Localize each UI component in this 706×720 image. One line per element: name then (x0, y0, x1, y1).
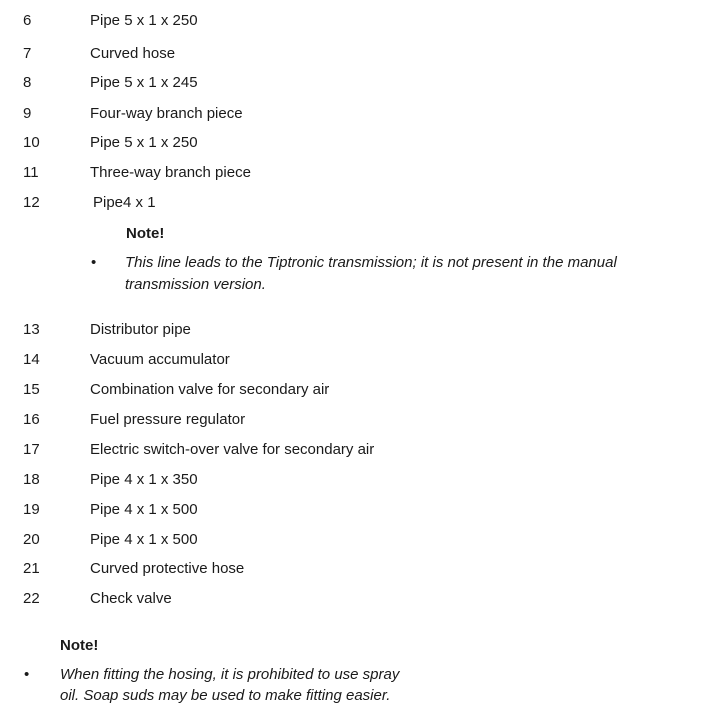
item-description: Curved hose (90, 45, 176, 62)
item-number: 8 (23, 74, 32, 91)
item-description: Pipe 5 x 1 x 250 (90, 12, 198, 29)
item-number: 20 (23, 531, 40, 548)
item-number: 18 (23, 471, 40, 488)
item-description: Distributor pipe (90, 321, 191, 338)
item-description: Four-way branch piece (90, 105, 243, 122)
item-number: 9 (23, 105, 32, 122)
note-text-line: This line leads to the Tiptronic transmission; it is not present in the manual (125, 254, 617, 271)
note-heading: Note! (60, 637, 99, 654)
note-text-line: oil. Soap suds may be used to make fitting easier. (60, 687, 391, 704)
item-number: 7 (23, 45, 32, 62)
item-description: Pipe 4 x 1 x 350 (90, 471, 198, 488)
item-description: Combination valve for secondary air (90, 381, 330, 398)
item-number: 19 (23, 501, 40, 518)
note-text-line: When fitting the hosing, it is prohibited to use spray (60, 666, 400, 683)
note-heading: Note! (126, 225, 165, 242)
item-number: 6 (23, 12, 32, 29)
item-number: 17 (23, 441, 40, 458)
item-number: 14 (23, 351, 40, 368)
item-description: Three-way branch piece (90, 164, 251, 181)
item-description: Fuel pressure regulator (90, 411, 246, 428)
item-number: 13 (23, 321, 40, 338)
item-description: Pipe 5 x 1 x 245 (90, 74, 198, 91)
bullet-icon: • (24, 666, 30, 683)
item-description: Curved protective hose (90, 560, 245, 577)
item-number: 15 (23, 381, 40, 398)
item-number: 12 (23, 194, 40, 211)
bullet-icon: • (91, 254, 97, 271)
item-description: Pipe 4 x 1 x 500 (90, 501, 198, 518)
item-number: 10 (23, 134, 40, 151)
item-number: 21 (23, 560, 40, 577)
item-description: Vacuum accumulator (90, 351, 230, 368)
item-number: 16 (23, 411, 40, 428)
item-description: Electric switch-over valve for secondary air (90, 441, 375, 458)
item-number: 22 (23, 590, 40, 607)
item-number: 11 (23, 164, 39, 181)
item-description: Pipe4 x 1 (93, 194, 156, 211)
item-description: Pipe 4 x 1 x 500 (90, 531, 198, 548)
item-description: Check valve (90, 590, 172, 607)
note-text-line: transmission version. (125, 276, 266, 293)
item-description: Pipe 5 x 1 x 250 (90, 134, 198, 151)
